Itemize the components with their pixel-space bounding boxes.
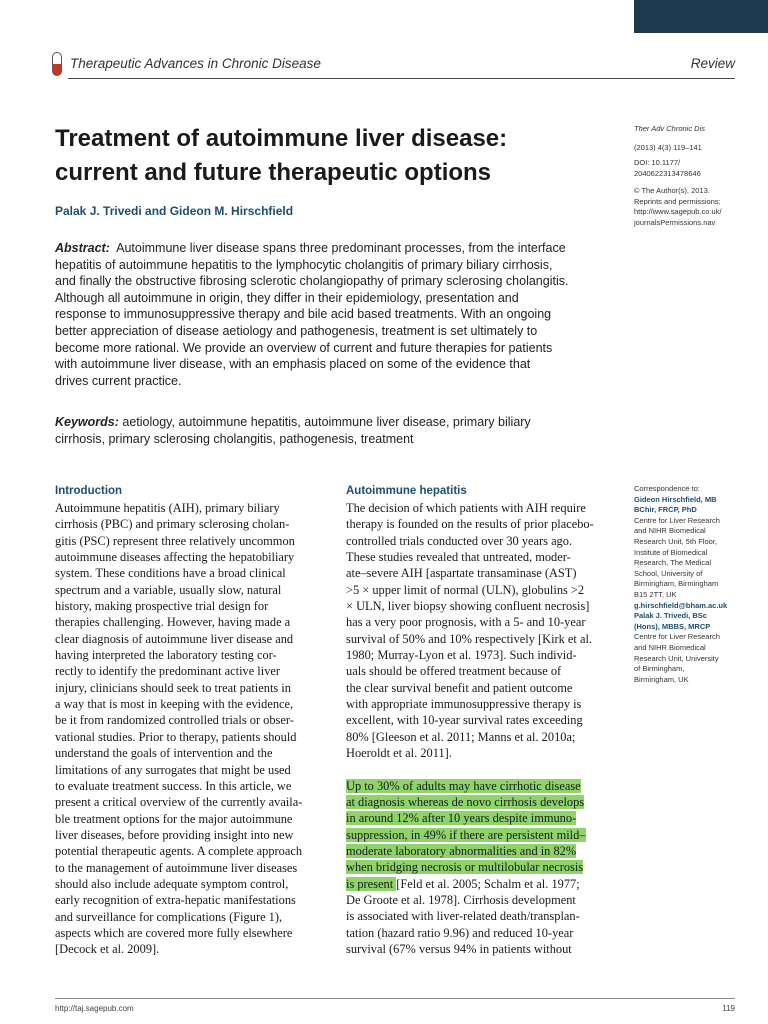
highlighted-text: moderate laboratory abnormalities and in 82% (346, 843, 577, 858)
body-line: 1980; Murray-Lyon et al. 1973]. Such individ- (346, 648, 577, 663)
body-line: has a very poor prognosis, with a 5- and 10-year (346, 615, 586, 630)
body-line: The decision of which patients with AIH require (346, 501, 586, 515)
body-line: vational studies. Prior to therapy, patients should (55, 729, 297, 744)
title-line: current and future therapeutic options (55, 159, 492, 186)
journal-name: Therapeutic Advances in Chronic Disease (70, 56, 321, 71)
body-line: to the management of autoimmune liver diseases (55, 860, 298, 875)
body-line: autoimmune diseases affecting the hepatobiliary (55, 550, 295, 565)
abstract-line: and finally the obstructive fibrosing sclerotic cholangiopathy of primary sclerosing cholangitis. (55, 274, 569, 289)
keywords-line: cirrhosis, primary sclerosing cholangitis, pathogenesis, treatment (55, 431, 414, 446)
body-line: ble treatment options for the major autoimmune (55, 811, 293, 826)
body-line: system. These conditions have a broad clinical (55, 566, 286, 581)
introduction-section (55, 484, 329, 958)
address-line: Research, The Medical (634, 558, 711, 568)
highlighted-text: is present (346, 876, 397, 891)
address-line: Birmingham, UK (634, 674, 689, 684)
body-line: aspects which are covered more fully elsewhere (55, 925, 293, 940)
meta-copyright-line: © The Author(s), 2013. (634, 186, 710, 195)
abstract-line: better appreciation of disease aetiology and pathogenesis, treatment is set ultimately to (55, 323, 538, 338)
coauthor-name: Palak J. Trivedi, BSc (634, 611, 707, 621)
address-line: and NIHR Biomedical (634, 642, 706, 652)
highlighted-text: in around 12% after 10 years despite immuno- (346, 811, 577, 826)
permissions-link[interactable]: journalsPermissions.nav (634, 217, 716, 227)
correspondence-sidebar (634, 484, 748, 685)
meta-doi (634, 158, 744, 179)
meta-copyright-line: Reprints and permissions: (634, 196, 721, 206)
body-line: present a critical overview of the currently availa- (55, 795, 303, 810)
body-line: >5 × upper limit of normal (ULN), globulins >2 (346, 582, 585, 597)
address-line: Institute of Biomedical (634, 547, 708, 557)
correspondence-email-link[interactable]: g.hirschfield@bham.ac.uk (634, 600, 728, 610)
introduction-heading: Introduction (55, 485, 123, 497)
body-line: therapy is founded on the results of prior placebo- (346, 517, 594, 532)
body-line: history, making prospective trial design for (55, 599, 269, 614)
body-line: is associated with liver-related death/transplan- (346, 909, 580, 924)
body-line: therapies challenging. However, having made a (55, 615, 291, 630)
header-divider (68, 78, 735, 79)
address-line: School, University of (634, 568, 703, 578)
abstract (55, 240, 625, 389)
body-line: tation (hazard ratio 9.96) and reduced 10-year (346, 925, 574, 940)
correspondence-author: Gideon Hirschfield, MB (634, 494, 717, 504)
body-line: a way that is most in keeping with the evidence, (55, 697, 294, 712)
body-line: potential therapeutic agents. A complete approach (55, 844, 303, 859)
body-line: survival of 50% and 10% respectively [Kirk et al. (346, 631, 593, 646)
body-line: having interpreted the laboratory testing cor- (55, 648, 277, 663)
address-line: Birmingham, Birmingham (634, 579, 719, 589)
body-line: injury, clinicians should seek to treat patients in (55, 680, 291, 695)
body-line: Hoeroldt et al. 2011]. (346, 746, 452, 761)
corner-accent-block (634, 0, 768, 33)
address-line: and NIHR Biomedical (634, 526, 706, 536)
body-line: uals should be offered treatment because of (346, 664, 562, 679)
highlighted-text: suppression, in 49% if there are persistent mild– (346, 827, 586, 842)
body-line: controlled trials conducted over 30 years ago. (346, 533, 573, 548)
body-line: clear diagnosis of autoimmune liver disease and (55, 631, 294, 646)
body-line: spectrum and a variable, usually slow, natural (55, 582, 282, 597)
body-line: ate–severe AIH [aspartate transaminase (AST) (346, 566, 577, 581)
title-line: Treatment of autoimmune liver disease: (55, 125, 508, 152)
footer-divider (55, 998, 735, 999)
body-line: cirrhosis (PBC) and primary sclerosing cholan- (55, 517, 290, 532)
coauthor-name: (Hons), MBBS, MRCP (634, 621, 711, 631)
autoimmune-hepatitis-section (346, 484, 620, 957)
permissions-link[interactable]: http://www.sagepub.co.uk/ (634, 207, 722, 216)
meta-doi-line: DOI: 10.1177/ (634, 158, 681, 167)
abstract-line: with autoimmune liver disease, with an emphasis placed on some of the evidence that (55, 357, 531, 372)
paragraph-gap (346, 762, 620, 778)
keywords (55, 414, 625, 447)
body-line: with appropriate immunosuppressive therapy is (346, 697, 582, 712)
keywords-label: Keywords: (55, 415, 119, 429)
aih-heading: Autoimmune hepatitis (346, 485, 467, 497)
article-title (55, 122, 605, 190)
address-line: Centre for Liver Research (634, 515, 720, 525)
meta-doi-line: 2040622313478646 (634, 168, 701, 178)
body-line: gitis (PSC) represent three relatively uncommon (55, 533, 295, 548)
address-line: Research Unit, University (634, 653, 719, 663)
highlighted-text: at diagnosis whereas de novo cirrhosis develops (346, 794, 585, 809)
highlighted-text: Up to 30% of adults may have cirrhotic disease (346, 778, 581, 793)
correspondence-label: Correspondence to: (634, 484, 700, 493)
correspondence-author: BChir, FRCP, PhD (634, 505, 697, 515)
article-authors: Palak J. Trivedi and Gideon M. Hirschfield (55, 204, 294, 218)
address-line: B15 2TT, UK (634, 589, 677, 599)
meta-volume: (2013) 4(3) 119–141 (634, 143, 702, 152)
address-line: of Birmingham, (634, 664, 685, 674)
body-line: × ULN, liver biopsy showing confluent necrosis] (346, 599, 590, 614)
body-line: Autoimmune hepatitis (AIH), primary biliary (55, 501, 280, 515)
abstract-line: drives current practice. (55, 373, 182, 388)
citation-text: [Feld et al. 2005; Schalm et al. 1977; (396, 876, 580, 891)
pill-icon (52, 52, 62, 76)
abstract-line: become more rational. We provide an overview of current and future therapies for patients (55, 340, 553, 355)
body-line: survival (67% versus 94% in patients without (346, 941, 572, 956)
body-line: 80% [Gleeson et al. 2011; Manns et al. 2010a; (346, 729, 576, 744)
body-line: rectly to identify the predominant active liver (55, 664, 281, 679)
body-line: understand the goals of intervention and the (55, 746, 273, 761)
meta-copyright (634, 186, 744, 228)
abstract-line: hepatitis of autoimmune hepatitis to the lymphocytic cholangitis of primary biliary cirrhosis, (55, 257, 553, 272)
abstract-line: Although all autoimmune in origin, they differ in their epidemiology, presentation and (55, 290, 519, 305)
meta-journal-abbrev: Ther Adv Chronic Dis (634, 124, 705, 133)
page-number: 119 (722, 1004, 735, 1013)
keywords-line: aetiology, autoimmune hepatitis, autoimmune liver disease, primary biliary (122, 415, 531, 429)
body-line: the clear survival benefit and patient outcome (346, 680, 573, 695)
highlighted-text: when bridging necrosis or multilobular necrosis (346, 860, 584, 875)
body-line: to evaluate treatment success. In this article, we (55, 778, 292, 793)
abstract-line: response to immunosuppressive therapy and bile acid based treatments. With an ongoing (55, 307, 552, 322)
body-line: liver diseases, before providing insight into new (55, 827, 294, 842)
address-line: Research Unit, 5th Floor, (634, 536, 717, 546)
abstract-label: Abstract: (55, 241, 110, 255)
figure-reference-line: and surveillance for complications (Figure 1), (55, 909, 283, 924)
section-label: Review (690, 56, 735, 71)
body-line: De Groote et al. 1978]. Cirrhosis development (346, 892, 576, 907)
body-line: These studies revealed that untreated, moder- (346, 550, 571, 565)
body-line: excellent, with 10-year survival rates exceeding (346, 713, 583, 728)
body-line: limitations of any surrogates that might be used (55, 762, 291, 777)
body-line: should also include adequate symptom control, (55, 876, 289, 891)
abstract-line: Autoimmune liver disease spans three predominant processes, from the interface (116, 241, 566, 255)
body-line: be it from randomized controlled trials or obser- (55, 713, 294, 728)
body-line: early recognition of extra-hepatic manifestations (55, 893, 296, 908)
footer-url-link[interactable]: http://taj.sagepub.com (55, 1004, 134, 1013)
address-line: Centre for Liver Research (634, 632, 720, 642)
body-line: [Decock et al. 2009]. (55, 942, 160, 957)
